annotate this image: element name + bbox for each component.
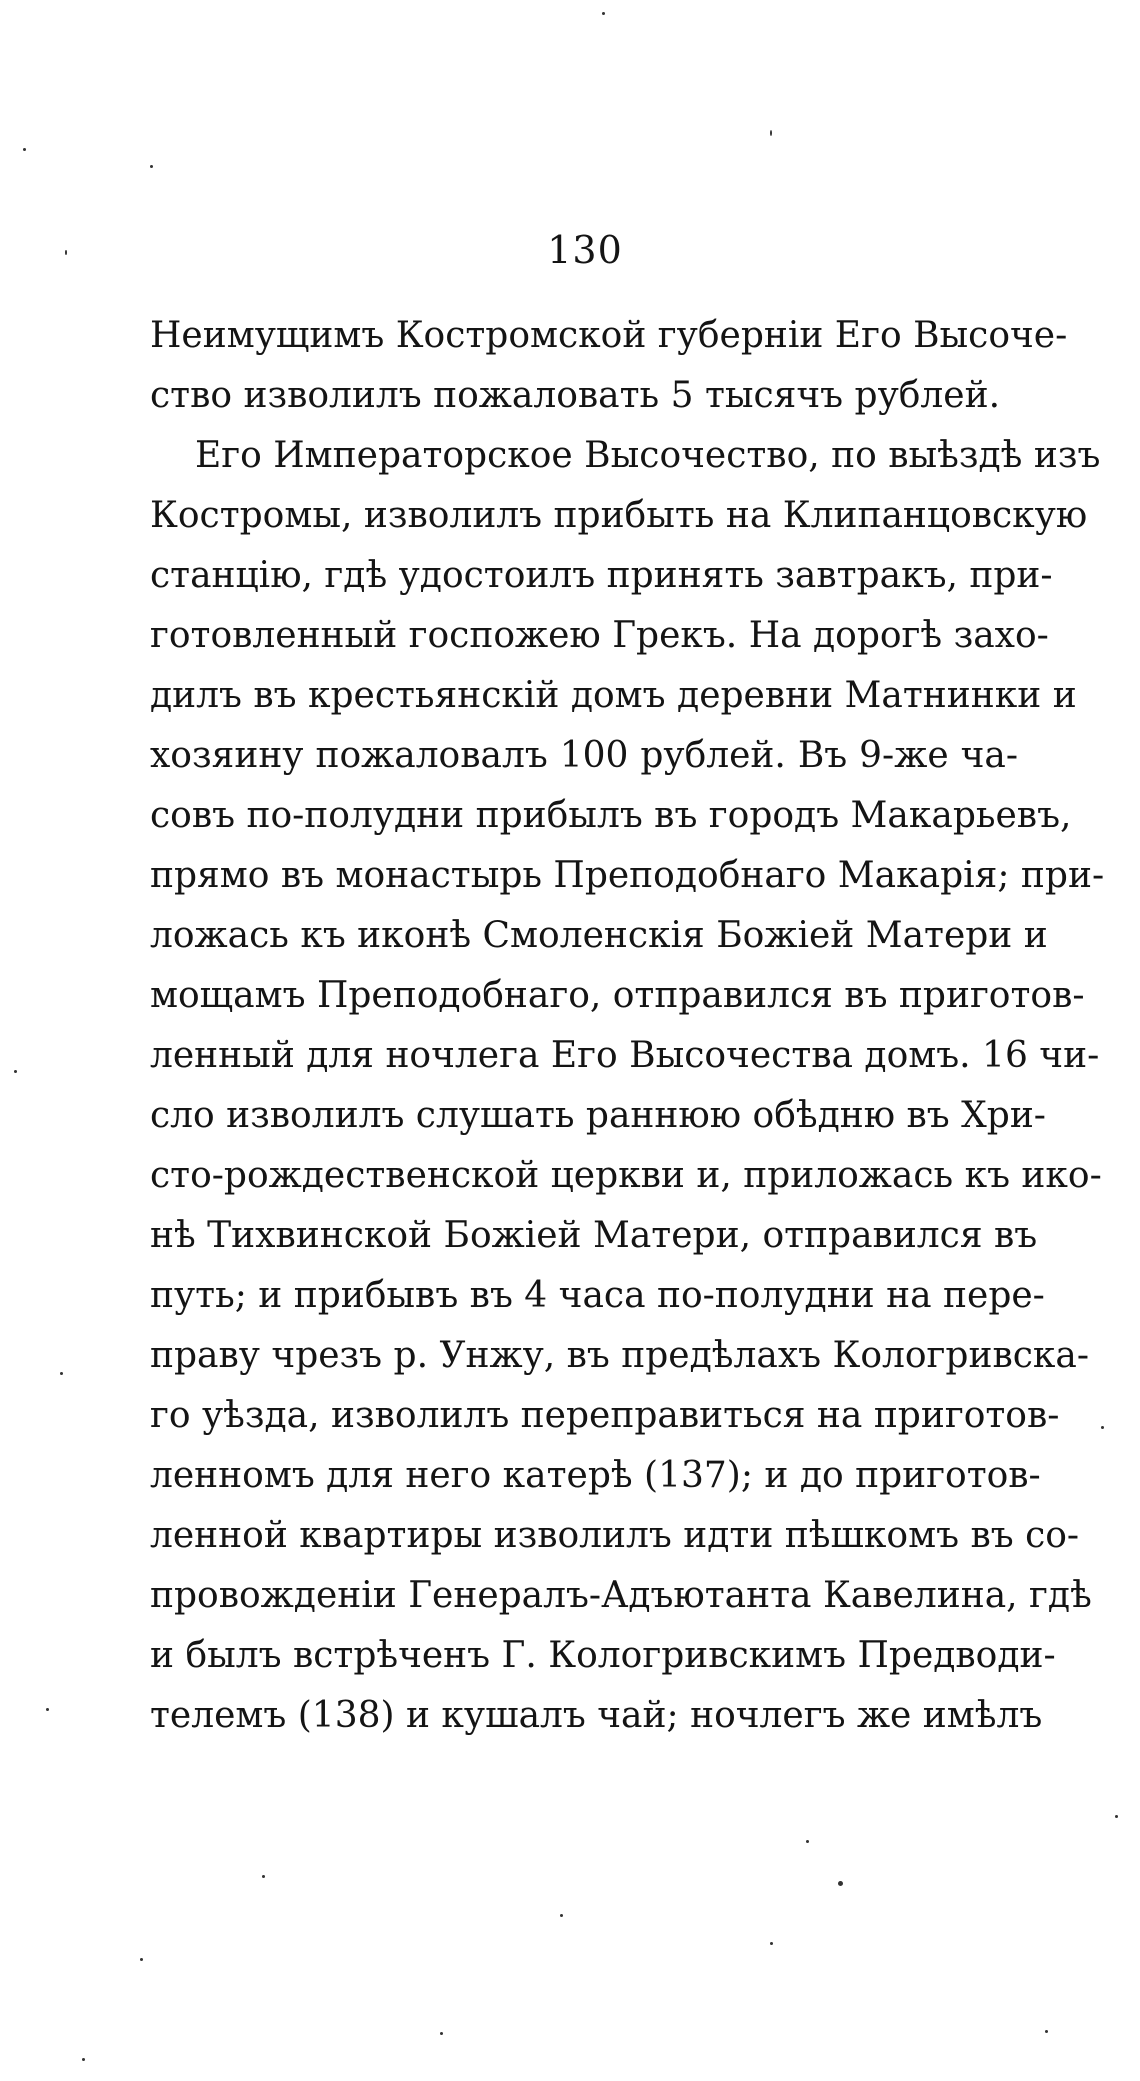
text-line: праву чрезъ р. Унжу, въ предѣлахъ Кологривска- <box>150 1335 1090 1376</box>
scan-speck <box>14 1070 17 1073</box>
text-line: Костромы, изволилъ прибыть на Клипанцовскую <box>150 495 1088 536</box>
text-line: путь; и прибывъ въ 4 часа по-полудни на пере- <box>150 1275 1045 1316</box>
scan-speck <box>602 12 605 15</box>
scan-speck <box>770 130 772 136</box>
text-line: провожденіи Генералъ-Адъютанта Кавелина, гдѣ <box>150 1575 1092 1616</box>
text-line: мощамъ Преподобнаго, отправился въ приготов- <box>150 975 1085 1016</box>
scan-speck <box>60 1372 63 1375</box>
scan-speck <box>440 2032 443 2035</box>
text-line: нѣ Тихвинской Божіей Матери, отправился въ <box>150 1215 1038 1256</box>
text-line: Неимущимъ Костромской губерніи Его Высоче- <box>150 315 1068 356</box>
text-line: совъ по-полудни прибылъ въ городъ Макарьевъ, <box>150 795 1072 836</box>
text-line: сто-рождественской церкви и, приложась къ ико- <box>150 1155 1102 1196</box>
scan-speck <box>46 1708 49 1711</box>
text-line: телемъ (138) и кушалъ чай; ночлегъ же имѣлъ <box>150 1695 1043 1736</box>
text-line: Его Императорское Высочество, по выѣздѣ изъ <box>195 435 1101 476</box>
text-line: хозяину пожаловалъ 100 рублей. Въ 9-же ча- <box>150 735 1018 776</box>
scan-speck <box>1115 1815 1118 1818</box>
scan-speck <box>806 1840 809 1843</box>
page-number: 130 <box>547 228 623 272</box>
scan-speck <box>560 1914 563 1917</box>
scan-speck <box>262 1875 265 1878</box>
text-line: ленный для ночлега Его Высочества домъ. 16 чи- <box>150 1035 1100 1076</box>
text-line: готовленный госпожею Грекъ. На дорогѣ захо- <box>150 615 1049 656</box>
scan-speck <box>23 148 26 151</box>
text-line: станцію, гдѣ удостоилъ принять завтракъ, при- <box>150 555 1053 596</box>
text-line: сло изволилъ слушать раннюю обѣдню въ Хри- <box>150 1095 1046 1136</box>
scan-speck <box>838 1881 843 1886</box>
scan-speck <box>65 250 67 255</box>
scan-speck <box>1101 1426 1104 1429</box>
scan-speck <box>770 1942 773 1945</box>
text-line: го уѣзда, изволилъ переправиться на приготов- <box>150 1395 1060 1436</box>
text-line: дилъ въ крестьянскій домъ деревни Матнинки и <box>150 675 1077 716</box>
text-line: ложась къ иконѣ Смоленскія Божіей Матери и <box>150 915 1048 956</box>
text-line: и былъ встрѣченъ Г. Кологривскимъ Предводи- <box>150 1635 1056 1676</box>
text-line: ленной квартиры изволилъ идти пѣшкомъ въ со- <box>150 1515 1080 1556</box>
scan-speck <box>1045 2030 1048 2033</box>
scan-speck <box>82 2058 85 2061</box>
scan-speck <box>140 1958 143 1961</box>
text-line: прямо въ монастырь Преподобнаго Макарія; при- <box>150 855 1105 896</box>
scan-speck <box>150 165 153 168</box>
text-line: ство изволилъ пожаловать 5 тысячъ рублей. <box>150 375 1001 416</box>
text-line: ленномъ для него катерѣ (137); и до приготов- <box>150 1455 1041 1496</box>
